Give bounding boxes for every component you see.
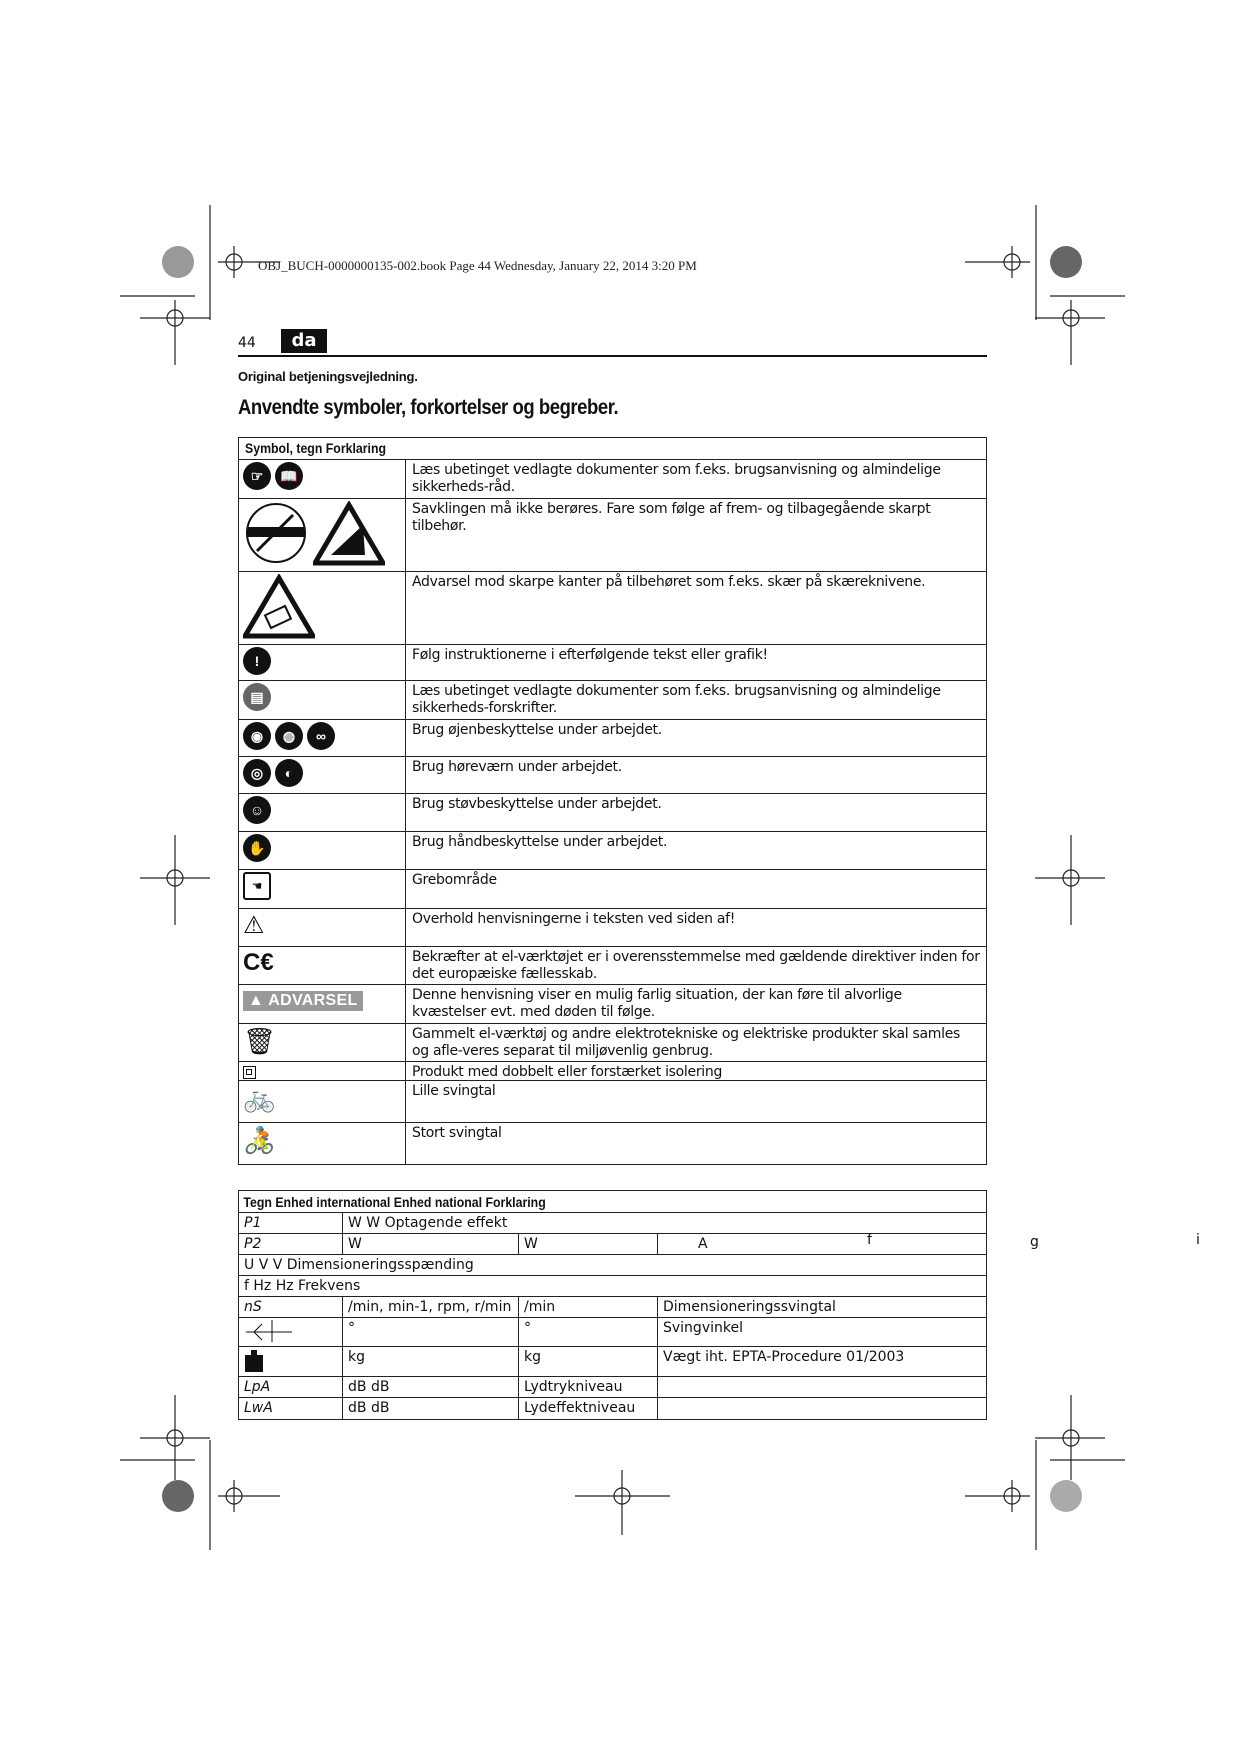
table-row [239, 499, 986, 572]
table-row [239, 757, 986, 794]
row-text: Denne henvisning viser en mulig farlig situation, der kan føre til alvorlige kvæstelser evt. med døden til følge. [412, 987, 902, 1020]
language-tag: da [281, 329, 327, 353]
table-row [239, 572, 986, 645]
angle-symbol-icon [244, 1318, 294, 1342]
face-shield-icon: ◉ [243, 722, 271, 750]
row-text: Brug håndbeskyttelse under arbejdet. [412, 834, 668, 850]
table-row [239, 1062, 986, 1081]
page-number: 44 [238, 335, 256, 351]
saw-warning-triangle-icon [313, 501, 385, 567]
section-title: Anvendte symboler, forkortelser og begreber. [238, 396, 619, 419]
row-text: Advarsel mod skarpe kanter på tilbehøret som f.eks. skær på skæreknivene. [412, 574, 926, 590]
table-row [239, 681, 986, 720]
table-row [239, 1123, 986, 1164]
advarsel-label: ▲ ADVARSEL [243, 991, 363, 1011]
units-table [238, 1190, 987, 1420]
book-icon: 📖 [275, 462, 303, 490]
row-text: Grebområde [412, 872, 497, 888]
warning-triangle-icon: ⚠ [243, 912, 265, 939]
table-row: kg kg Vægt iht. EPTA-Procedure 01/2003 [239, 1347, 986, 1377]
table-row [239, 645, 986, 681]
grip-area-icon: ☚ [243, 872, 271, 900]
row-text: Brug øjenbeskyttelse under arbejdet. [412, 722, 662, 738]
ear-muffs-icon: ◎ [243, 759, 271, 787]
table-row [239, 909, 986, 947]
table-row: P1 W W Optagende effekt [239, 1213, 986, 1234]
document-subtitle: Original betjeningsvejledning. [238, 369, 418, 384]
table-row [239, 1024, 986, 1062]
goggles-icon: ∞ [307, 722, 335, 750]
ce-mark-icon: C€ [243, 949, 274, 976]
weight-icon [244, 1347, 264, 1373]
table-row [239, 870, 986, 909]
row-text: Savklingen må ikke berøres. Fare som følge af frem- og tilbagegående skarpt tilbehør. [412, 501, 931, 534]
row-text: Gammelt el-værktøj og andre elektrotekniske og elektriske produkter skal samles og afle-veres separat til miljøvenlig genbrug. [412, 1026, 961, 1059]
fast-bike-icon: 🚴 [243, 1125, 276, 1155]
symbols-table [238, 437, 987, 1165]
table-row [239, 832, 986, 870]
row-text: Brug støvbeskyttelse under arbejdet. [412, 796, 662, 812]
units-table-header: Tegn Enhed international Enhed national Forklaring [239, 1191, 986, 1213]
table-row: f Hz Hz Frekvens [239, 1276, 986, 1297]
slow-bike-icon: 🚲 [243, 1083, 276, 1113]
row-text: Lille svingtal [412, 1083, 496, 1099]
table-row [239, 1081, 986, 1123]
table-row [239, 947, 986, 985]
table-row: LwA dB dB Lydeffektniveau [239, 1398, 986, 1419]
sharp-edges-warning-icon [243, 574, 315, 640]
glove-icon: ✋ [243, 834, 271, 862]
table-row: LpA dB dB Lydtrykniveau [239, 1377, 986, 1398]
helmet-visor-icon: ◍ [275, 722, 303, 750]
stray-letter: i [1196, 1232, 1200, 1248]
row-text: Brug høreværn under arbejdet. [412, 759, 622, 775]
attention-saw-icon [243, 501, 309, 563]
table-row: nS /min, min-1, rpm, r/min /min Dimensioneringssvingtal [239, 1297, 986, 1318]
row-text: Følg instruktionerne i efterfølgende tekst eller grafik! [412, 647, 768, 663]
table-row [239, 720, 986, 757]
exclamation-icon: ! [243, 647, 271, 675]
stray-letter: f [867, 1232, 872, 1248]
documents-icon: ▤ [243, 683, 271, 711]
row-text: Produkt med dobbelt eller forstærket isolering [412, 1064, 723, 1080]
print-slug: OBJ_BUCH-0000000135-002.book Page 44 Wednesday, January 22, 2014 3:20 PM [258, 258, 697, 273]
table-row [239, 794, 986, 832]
symbols-table-header: Symbol, tegn Forklaring [239, 438, 986, 460]
table-row: U V V Dimensioneringsspænding [239, 1255, 986, 1276]
stray-letter: g [1030, 1234, 1039, 1250]
ear-protection-icon: ◐ [275, 759, 303, 787]
table-row: P2 W W A [239, 1234, 986, 1255]
header-rule [238, 355, 987, 357]
table-row [239, 460, 986, 499]
dust-mask-icon: ☺ [243, 796, 271, 824]
double-insulation-icon [243, 1066, 256, 1079]
read-manual-icon: ☞ [243, 462, 271, 490]
row-text: Læs ubetinget vedlagte dokumenter som f.eks. brugsanvisning og almindelige sikkerheds-forskrifter. [412, 683, 941, 716]
weee-bin-icon: 🗑 [243, 1026, 277, 1056]
row-text: Overhold henvisningerne i teksten ved siden af! [412, 911, 736, 927]
row-text: Bekræfter at el-værktøjet er i overensstemmelse med gældende direktiver inden for det europæiske fællesskab. [412, 949, 980, 982]
table-row [239, 985, 986, 1024]
row-text: Stort svingtal [412, 1125, 502, 1141]
row-text: Læs ubetinget vedlagte dokumenter som f.eks. brugsanvisning og almindelige sikkerheds-råd. [412, 462, 941, 495]
table-row: ° ° Svingvinkel [239, 1318, 986, 1347]
